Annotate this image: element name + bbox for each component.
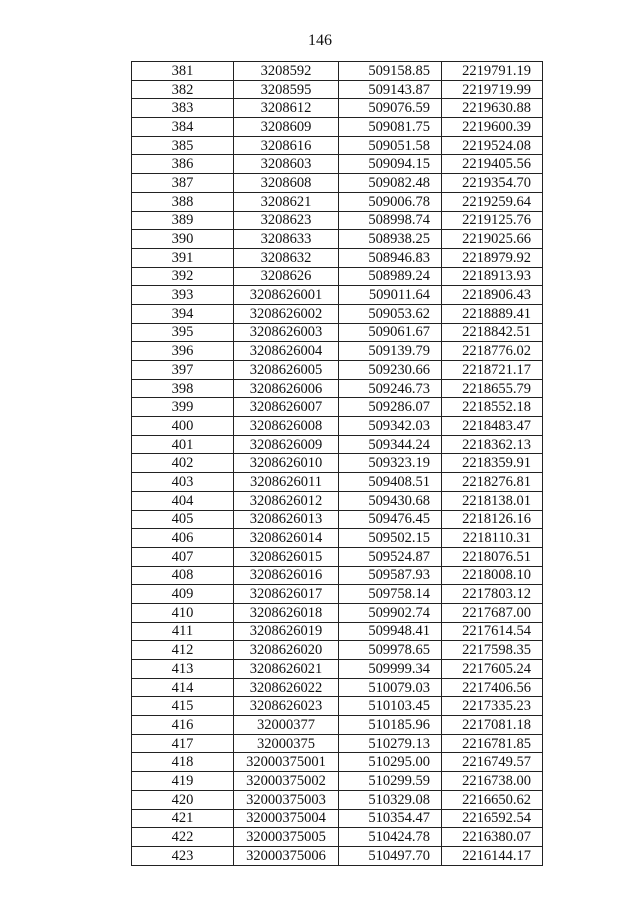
row-index-cell: 398 [132,379,234,398]
y-coordinate-cell: 2216738.00 [442,772,543,791]
x-coordinate-cell: 509999.34 [339,660,442,679]
y-coordinate-cell: 2218126.16 [442,510,543,529]
y-coordinate-cell: 2218979.92 [442,248,543,267]
point-id-cell: 3208626017 [234,585,339,604]
row-index-cell: 385 [132,136,234,155]
table-row [132,62,543,81]
y-coordinate-cell: 2217605.24 [442,660,543,679]
point-id-cell: 3208626010 [234,454,339,473]
table-row [132,510,543,529]
point-id-cell: 3208626 [234,267,339,286]
point-id-cell: 32000377 [234,716,339,735]
x-coordinate-cell: 509758.14 [339,585,442,604]
y-coordinate-cell: 2218655.79 [442,379,543,398]
table-row [132,473,543,492]
y-coordinate-cell: 2219025.66 [442,230,543,249]
row-index-cell: 402 [132,454,234,473]
y-coordinate-cell: 2217598.35 [442,641,543,660]
y-coordinate-cell: 2217406.56 [442,678,543,697]
x-coordinate-cell: 509502.15 [339,529,442,548]
row-index-cell: 408 [132,566,234,585]
x-coordinate-cell: 508998.74 [339,211,442,230]
table-row [132,529,543,548]
table-row [132,136,543,155]
y-coordinate-cell: 2219630.88 [442,99,543,118]
y-coordinate-cell: 2218906.43 [442,286,543,305]
y-coordinate-cell: 2216781.85 [442,734,543,753]
row-index-cell: 407 [132,547,234,566]
row-index-cell: 401 [132,435,234,454]
y-coordinate-cell: 2216380.07 [442,828,543,847]
point-id-cell: 3208626006 [234,379,339,398]
table-row [132,772,543,791]
x-coordinate-cell: 509158.85 [339,62,442,81]
point-id-cell: 3208621 [234,192,339,211]
table-row [132,660,543,679]
row-index-cell: 413 [132,660,234,679]
point-id-cell: 3208626015 [234,547,339,566]
x-coordinate-cell: 510295.00 [339,753,442,772]
y-coordinate-cell: 2216749.57 [442,753,543,772]
y-coordinate-cell: 2216144.17 [442,846,543,865]
row-index-cell: 399 [132,398,234,417]
x-coordinate-cell: 510279.13 [339,734,442,753]
y-coordinate-cell: 2217803.12 [442,585,543,604]
x-coordinate-cell: 510185.96 [339,716,442,735]
x-coordinate-cell: 509342.03 [339,417,442,436]
table-row [132,230,543,249]
table-row [132,828,543,847]
point-id-cell: 32000375 [234,734,339,753]
row-index-cell: 387 [132,174,234,193]
y-coordinate-cell: 2218776.02 [442,342,543,361]
x-coordinate-cell: 509081.75 [339,118,442,137]
y-coordinate-cell: 2217687.00 [442,603,543,622]
x-coordinate-cell: 510424.78 [339,828,442,847]
point-id-cell: 3208626019 [234,622,339,641]
row-index-cell: 383 [132,99,234,118]
point-id-cell: 3208626009 [234,435,339,454]
x-coordinate-cell: 509051.58 [339,136,442,155]
row-index-cell: 397 [132,361,234,380]
y-coordinate-cell: 2219524.08 [442,136,543,155]
x-coordinate-cell: 509323.19 [339,454,442,473]
y-coordinate-cell: 2216650.62 [442,790,543,809]
table-row [132,454,543,473]
y-coordinate-cell: 2218483.47 [442,417,543,436]
x-coordinate-cell: 509430.68 [339,491,442,510]
x-coordinate-cell: 509143.87 [339,80,442,99]
row-index-cell: 390 [132,230,234,249]
row-index-cell: 391 [132,248,234,267]
point-id-cell: 3208609 [234,118,339,137]
table-row [132,211,543,230]
y-coordinate-cell: 2219354.70 [442,174,543,193]
table-row [132,174,543,193]
row-index-cell: 412 [132,641,234,660]
x-coordinate-cell: 510103.45 [339,697,442,716]
y-coordinate-cell: 2218276.81 [442,473,543,492]
point-id-cell: 3208616 [234,136,339,155]
y-coordinate-cell: 2218721.17 [442,361,543,380]
table-row [132,716,543,735]
x-coordinate-cell: 509587.93 [339,566,442,585]
table-row [132,435,543,454]
x-coordinate-cell: 508946.83 [339,248,442,267]
x-coordinate-cell: 509006.78 [339,192,442,211]
x-coordinate-cell: 509139.79 [339,342,442,361]
point-id-cell: 3208626021 [234,660,339,679]
row-index-cell: 388 [132,192,234,211]
point-id-cell: 3208626023 [234,697,339,716]
y-coordinate-cell: 2217081.18 [442,716,543,735]
row-index-cell: 394 [132,304,234,323]
y-coordinate-cell: 2217335.23 [442,697,543,716]
x-coordinate-cell: 509978.65 [339,641,442,660]
row-index-cell: 419 [132,772,234,791]
row-index-cell: 422 [132,828,234,847]
point-id-cell: 3208626012 [234,491,339,510]
x-coordinate-cell: 510079.03 [339,678,442,697]
y-coordinate-cell: 2218889.41 [442,304,543,323]
row-index-cell: 386 [132,155,234,174]
y-coordinate-cell: 2218138.01 [442,491,543,510]
x-coordinate-cell: 510329.08 [339,790,442,809]
table-row [132,585,543,604]
row-index-cell: 384 [132,118,234,137]
point-id-cell: 3208626003 [234,323,339,342]
y-coordinate-cell: 2218110.31 [442,529,543,548]
table-row [132,547,543,566]
table-row [132,697,543,716]
x-coordinate-cell: 510354.47 [339,809,442,828]
x-coordinate-cell: 510299.59 [339,772,442,791]
table-row [132,118,543,137]
y-coordinate-cell: 2218362.13 [442,435,543,454]
coordinate-table [131,61,543,866]
x-coordinate-cell: 509230.66 [339,361,442,380]
table-row [132,379,543,398]
row-index-cell: 416 [132,716,234,735]
point-id-cell: 3208626002 [234,304,339,323]
y-coordinate-cell: 2219791.19 [442,62,543,81]
table-row [132,342,543,361]
point-id-cell: 3208608 [234,174,339,193]
row-index-cell: 411 [132,622,234,641]
row-index-cell: 420 [132,790,234,809]
table-row [132,192,543,211]
table-row [132,678,543,697]
point-id-cell: 3208603 [234,155,339,174]
row-index-cell: 414 [132,678,234,697]
row-index-cell: 405 [132,510,234,529]
y-coordinate-cell: 2219600.39 [442,118,543,137]
row-index-cell: 417 [132,734,234,753]
row-index-cell: 382 [132,80,234,99]
coordinate-table-body [132,62,543,866]
x-coordinate-cell: 509246.73 [339,379,442,398]
point-id-cell: 3208626004 [234,342,339,361]
y-coordinate-cell: 2218076.51 [442,547,543,566]
table-row [132,80,543,99]
x-coordinate-cell: 509011.64 [339,286,442,305]
y-coordinate-cell: 2218913.93 [442,267,543,286]
x-coordinate-cell: 509948.41 [339,622,442,641]
row-index-cell: 423 [132,846,234,865]
point-id-cell: 3208626013 [234,510,339,529]
x-coordinate-cell: 510497.70 [339,846,442,865]
y-coordinate-cell: 2217614.54 [442,622,543,641]
point-id-cell: 3208626016 [234,566,339,585]
point-id-cell: 3208632 [234,248,339,267]
point-id-cell: 3208612 [234,99,339,118]
point-id-cell: 3208595 [234,80,339,99]
row-index-cell: 404 [132,491,234,510]
table-row [132,99,543,118]
table-row [132,304,543,323]
point-id-cell: 32000375001 [234,753,339,772]
row-index-cell: 381 [132,62,234,81]
row-index-cell: 415 [132,697,234,716]
point-id-cell: 3208626018 [234,603,339,622]
row-index-cell: 396 [132,342,234,361]
table-row [132,734,543,753]
x-coordinate-cell: 508938.25 [339,230,442,249]
x-coordinate-cell: 509082.48 [339,174,442,193]
x-coordinate-cell: 509286.07 [339,398,442,417]
point-id-cell: 3208626014 [234,529,339,548]
row-index-cell: 418 [132,753,234,772]
row-index-cell: 409 [132,585,234,604]
y-coordinate-cell: 2219405.56 [442,155,543,174]
x-coordinate-cell: 508989.24 [339,267,442,286]
y-coordinate-cell: 2219719.99 [442,80,543,99]
table-row [132,790,543,809]
table-row [132,491,543,510]
row-index-cell: 392 [132,267,234,286]
point-id-cell: 3208623 [234,211,339,230]
table-row [132,753,543,772]
table-row [132,566,543,585]
x-coordinate-cell: 509902.74 [339,603,442,622]
point-id-cell: 3208626011 [234,473,339,492]
y-coordinate-cell: 2218359.91 [442,454,543,473]
table-row [132,155,543,174]
page-number: 146 [308,32,332,49]
row-index-cell: 395 [132,323,234,342]
table-row [132,622,543,641]
table-row [132,361,543,380]
point-id-cell: 3208626022 [234,678,339,697]
row-index-cell: 410 [132,603,234,622]
y-coordinate-cell: 2218842.51 [442,323,543,342]
row-index-cell: 400 [132,417,234,436]
point-id-cell: 3208626005 [234,361,339,380]
table-row [132,248,543,267]
row-index-cell: 389 [132,211,234,230]
table-row [132,267,543,286]
row-index-cell: 406 [132,529,234,548]
point-id-cell: 32000375002 [234,772,339,791]
point-id-cell: 3208626020 [234,641,339,660]
row-index-cell: 393 [132,286,234,305]
point-id-cell: 3208592 [234,62,339,81]
point-id-cell: 3208626001 [234,286,339,305]
y-coordinate-cell: 2219125.76 [442,211,543,230]
table-row [132,603,543,622]
y-coordinate-cell: 2216592.54 [442,809,543,828]
point-id-cell: 3208633 [234,230,339,249]
x-coordinate-cell: 509524.87 [339,547,442,566]
row-index-cell: 403 [132,473,234,492]
x-coordinate-cell: 509061.67 [339,323,442,342]
table-row [132,323,543,342]
point-id-cell: 32000375005 [234,828,339,847]
table-row [132,846,543,865]
x-coordinate-cell: 509344.24 [339,435,442,454]
x-coordinate-cell: 509076.59 [339,99,442,118]
x-coordinate-cell: 509053.62 [339,304,442,323]
x-coordinate-cell: 509408.51 [339,473,442,492]
point-id-cell: 32000375006 [234,846,339,865]
point-id-cell: 3208626007 [234,398,339,417]
row-index-cell: 421 [132,809,234,828]
x-coordinate-cell: 509094.15 [339,155,442,174]
table-row [132,398,543,417]
point-id-cell: 32000375004 [234,809,339,828]
table-row [132,809,543,828]
y-coordinate-cell: 2219259.64 [442,192,543,211]
y-coordinate-cell: 2218552.18 [442,398,543,417]
point-id-cell: 32000375003 [234,790,339,809]
y-coordinate-cell: 2218008.10 [442,566,543,585]
point-id-cell: 3208626008 [234,417,339,436]
table-row [132,641,543,660]
table-row [132,286,543,305]
x-coordinate-cell: 509476.45 [339,510,442,529]
table-row [132,417,543,436]
